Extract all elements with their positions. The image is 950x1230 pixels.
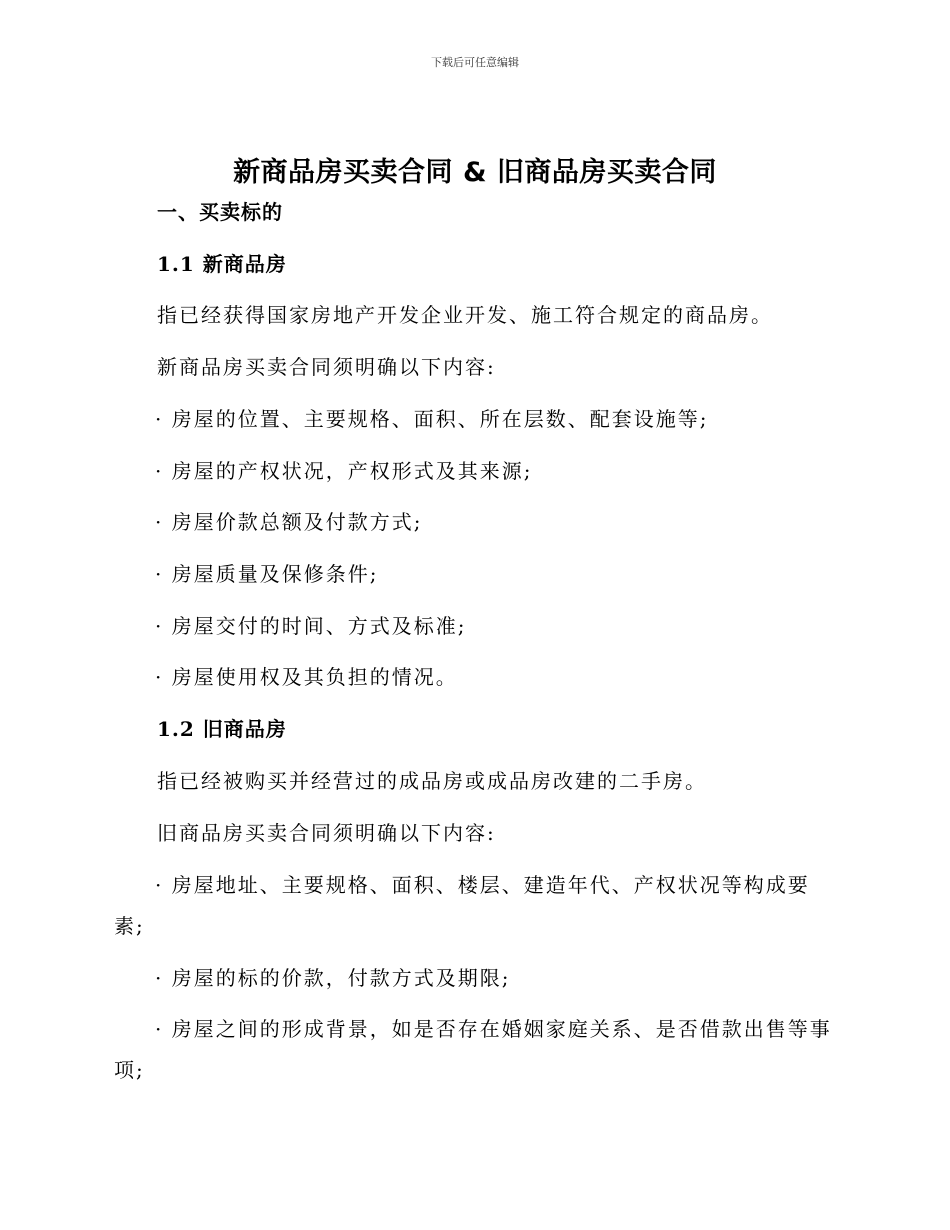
list-item: · 房屋交付的时间、方式及标准; (155, 614, 467, 638)
list-item: · 房屋价款总额及付款方式; (155, 510, 423, 534)
list-item: · 房屋使用权及其负担的情况。 (155, 665, 458, 689)
list-item: · 房屋的位置、主要规格、面积、所在层数、配套设施等; (155, 407, 709, 431)
list-item: · 房屋的产权状况，产权形式及其来源; (155, 459, 533, 483)
list-item: · 房屋地址、主要规格、面积、楼层、建造年代、产权状况等构成要 (155, 873, 810, 897)
old-housing-definition: 指已经被购买并经营过的成品房或成品房改建的二手房。 (157, 769, 707, 793)
new-housing-definition: 指已经获得国家房地产开发企业开发、施工符合规定的商品房。 (157, 303, 773, 327)
section-heading-subject: 一、买卖标的 (157, 200, 283, 224)
list-item: · 房屋之间的形成背景，如是否存在婚姻家庭关系、是否借款出售等事 (155, 1017, 832, 1041)
old-housing-intro: 旧商品房买卖合同须明确以下内容: (157, 821, 496, 845)
document-title: 新商品房买卖合同 & 旧商品房买卖合同 (233, 157, 717, 188)
page-header-note: 下载后可任意编辑 (431, 56, 519, 69)
list-item-continuation: 素; (114, 914, 145, 938)
subsection-heading-old-housing: 1.2 旧商品房 (157, 717, 287, 741)
list-item-continuation: 项; (114, 1058, 145, 1082)
new-housing-intro: 新商品房买卖合同须明确以下内容: (157, 355, 496, 379)
list-item: · 房屋质量及保修条件; (155, 562, 379, 586)
list-item: · 房屋的标的价款，付款方式及期限; (155, 966, 511, 990)
subsection-heading-new-housing: 1.1 新商品房 (157, 252, 287, 276)
